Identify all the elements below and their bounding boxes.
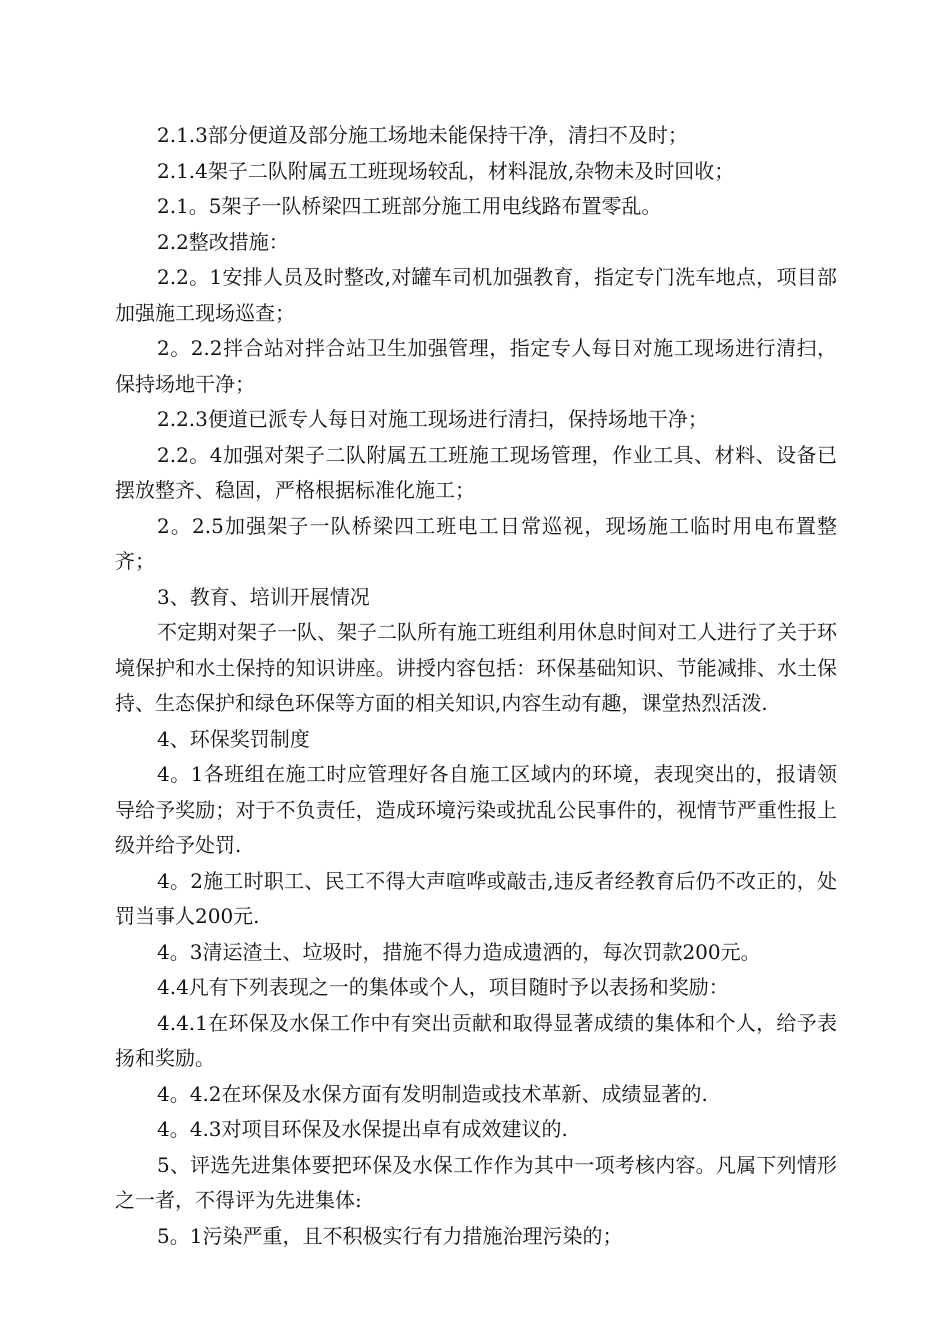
paragraph-2-2-3: 2.2.3便道已派专人每日对施工现场进行清扫，保持场地干净； <box>157 407 708 431</box>
paragraph-5: 5、评选先进集体要把环保及水保工作作为其中一项考核内容。凡属下列情形之一者，不得评为先进集体: <box>115 1152 837 1212</box>
heading-rectification-measures: 2.2整改措施： <box>157 229 289 254</box>
paragraph-4-4-2: 4。4.2在环保及水保方面有发明制造或技术革新、成绩显著的. <box>157 1081 708 1106</box>
paragraph-2-2-2: 2。2.2拌合站对拌合站卫生加强管理，指定专人每日对施工现场进行清扫，保持场地干净； <box>115 336 837 396</box>
paragraph-2-1-5: 2.1。5架子一队桥梁四工班部分施工用电线路布置零乱。 <box>157 194 662 218</box>
paragraph-2-2-4: 2.2。4加强对架子二队附属五工班施工现场管理，作业工具、材料、设备已摆放整齐、稳固，严格根据标准化施工； <box>115 442 837 502</box>
paragraph-4-4: 4.4凡有下列表现之一的集体或个人，项目随时予以表扬和奖励： <box>157 975 729 999</box>
paragraph-training-description: 不定期对架子一队、架子二队所有施工班组利用休息时间对工人进行了关于环境保护和水土保持的知识讲座。讲授内容包括：环保基础知识、节能减排、水土保持、生态保护和绿色环保等方面的相关知识,内容生动有趣，课堂热烈活泼. <box>115 620 837 715</box>
paragraph-4-1: 4。1各班组在施工时应管理好各自施工区域内的环境，表现突出的，报请领导给予奖励；对于不负责任，造成环境污染或扰乱公民事件的，视情节严重性报上级并给予处罚. <box>115 762 837 857</box>
heading-education-training: 3、教育、培训开展情况 <box>157 584 370 609</box>
paragraph-2-2-1: 2.2。1安排人员及时整改,对罐车司机加强教育，指定专门洗车地点，项目部加强施工现场巡查； <box>115 265 837 325</box>
paragraph-2-1-4: 2.1.4架子二队附属五工班现场较乱，材料混放,杂物未及时回收； <box>157 158 735 183</box>
paragraph-4-4-3: 4。4.3对项目环保及水保提出卓有成效建议的. <box>157 1117 568 1141</box>
paragraph-4-4-1: 4.4.1在环保及水保工作中有突出贡献和取得显著成绩的集体和个人，给予表扬和奖励。 <box>115 1010 837 1070</box>
paragraph-4-3: 4。3清运渣土、垃圾时，措施不得力造成遗洒的，每次罚款200元。 <box>157 939 761 964</box>
paragraph-4-2: 4。2施工时职工、民工不得大声喧哗或敲击,违反者经教育后仍不改正的，处罚当事人200元. <box>115 868 837 928</box>
paragraph-2-1-3: 2.1.3部分便道及部分施工场地未能保持干净，清扫不及时； <box>157 123 688 147</box>
document-body <box>115 118 837 1254</box>
heading-reward-penalty-system: 4、环保奖罚制度 <box>157 726 310 751</box>
paragraph-5-1: 5。1污染严重，且不积极实行有力措施治理污染的； <box>157 1223 623 1248</box>
paragraph-2-2-5: 2。2.5加强架子一队桥梁四工班电工日常巡视，现场施工临时用电布置整齐； <box>115 513 837 573</box>
